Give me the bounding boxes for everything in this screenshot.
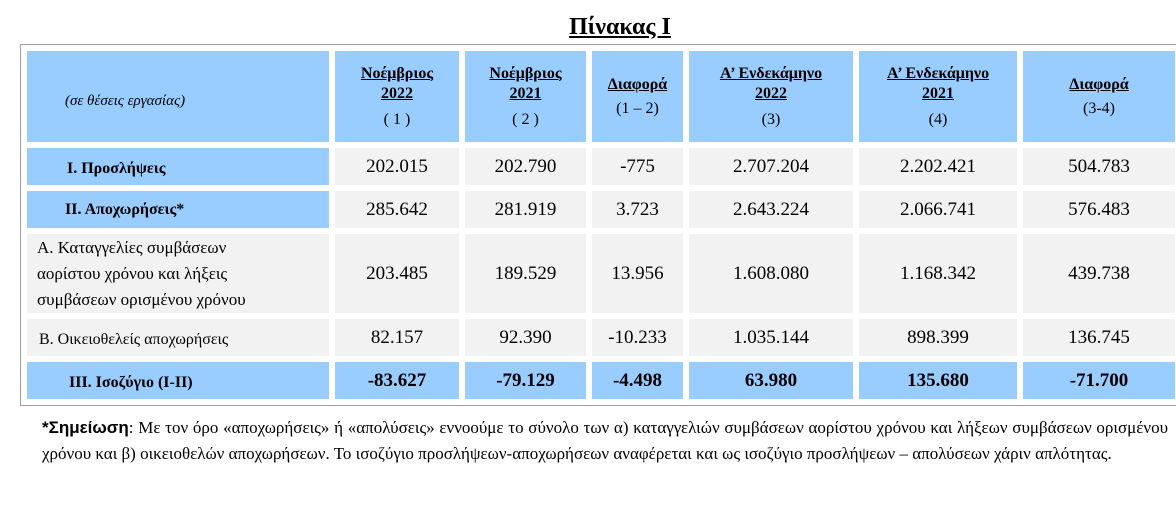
row-label-voluntary: Β. Οικειοθελείς αποχωρήσεις bbox=[27, 319, 329, 356]
row-label-terminations: Α. Καταγγελίες συμβάσεων αορίστου χρόνου και λήξεις συμβάσεων ορισμένου χρόνου bbox=[27, 234, 329, 313]
table-cell: -4.498 bbox=[592, 362, 683, 399]
table-row bbox=[27, 148, 1175, 185]
table-cell: 1.168.342 bbox=[859, 234, 1017, 313]
table-cell: 136.745 bbox=[1023, 319, 1175, 356]
row-label-departures: ΙΙ. Αποχωρήσεις* bbox=[27, 191, 329, 228]
data-table bbox=[20, 44, 1176, 406]
col-header-nov-2022: Νοέμβριος 2022 ( 1 ) bbox=[335, 51, 459, 142]
table-cell: 92.390 bbox=[465, 319, 586, 356]
table-row bbox=[27, 234, 1175, 313]
col-header-11m-2022: Α’ Ενδεκάμηνο 2022 (3) bbox=[689, 51, 853, 142]
table-row bbox=[27, 362, 1175, 399]
table-cell: 2.202.421 bbox=[859, 148, 1017, 185]
table-cell: -71.700 bbox=[1023, 362, 1175, 399]
table-cell: 2.707.204 bbox=[689, 148, 853, 185]
table-cell: -83.627 bbox=[335, 362, 459, 399]
table-cell: 135.680 bbox=[859, 362, 1017, 399]
unit-label: (σε θέσεις εργασίας) bbox=[27, 51, 329, 142]
footnote-label: *Σημείωση bbox=[42, 418, 129, 437]
table-title: Πίνακας Ι bbox=[569, 14, 671, 40]
table-cell: 202.790 bbox=[465, 148, 586, 185]
col-header-11m-2021: Α’ Ενδεκάμηνο 2021 (4) bbox=[859, 51, 1017, 142]
table-cell: 281.919 bbox=[465, 191, 586, 228]
table-cell: 3.723 bbox=[592, 191, 683, 228]
table-cell: -10.233 bbox=[592, 319, 683, 356]
table-row bbox=[27, 319, 1175, 356]
table-cell: 1.608.080 bbox=[689, 234, 853, 313]
table-cell: -79.129 bbox=[465, 362, 586, 399]
table-cell: 202.015 bbox=[335, 148, 459, 185]
footnote bbox=[42, 415, 1168, 467]
table-cell: 285.642 bbox=[335, 191, 459, 228]
table-cell: -775 bbox=[592, 148, 683, 185]
table-cell: 898.399 bbox=[859, 319, 1017, 356]
col-header-diff-2: Διαφορά (3-4) bbox=[1023, 51, 1175, 142]
table-cell: 1.035.144 bbox=[689, 319, 853, 356]
table-cell: 576.483 bbox=[1023, 191, 1175, 228]
table-cell: 439.738 bbox=[1023, 234, 1175, 313]
table-row bbox=[27, 191, 1175, 228]
row-label-balance: ΙΙΙ. Ισοζύγιο (Ι-ΙΙ) bbox=[27, 362, 329, 399]
col-header-nov-2021: Νοέμβριος 2021 ( 2 ) bbox=[465, 51, 586, 142]
table-cell: 63.980 bbox=[689, 362, 853, 399]
header-row bbox=[27, 51, 1175, 142]
row-label-hires: Ι. Προσλήψεις bbox=[27, 148, 329, 185]
table-cell: 2.643.224 bbox=[689, 191, 853, 228]
table-cell: 189.529 bbox=[465, 234, 586, 313]
footnote-text: : Με τον όρο «αποχωρήσεις» ή «απολύσεις» εννοούμε το σύνολο των α) καταγγελιών συμβάσεων αορίστου χρόνου και λήξεων συμβάσεων ορισμένου χρόνου και β) οικειοθελών αποχωρήσεων. Το ισοζύγιο προσλήψεων-αποχωρήσεων αναφέρεται και ως ισοζύγιο προσλήψεων – απολύσεων χάριν απλότητας. bbox=[42, 418, 1168, 463]
table-cell: 82.157 bbox=[335, 319, 459, 356]
table-cell: 13.956 bbox=[592, 234, 683, 313]
table-cell: 504.783 bbox=[1023, 148, 1175, 185]
table-cell: 2.066.741 bbox=[859, 191, 1017, 228]
table-cell: 203.485 bbox=[335, 234, 459, 313]
col-header-diff-1: Διαφορά (1 – 2) bbox=[592, 51, 683, 142]
